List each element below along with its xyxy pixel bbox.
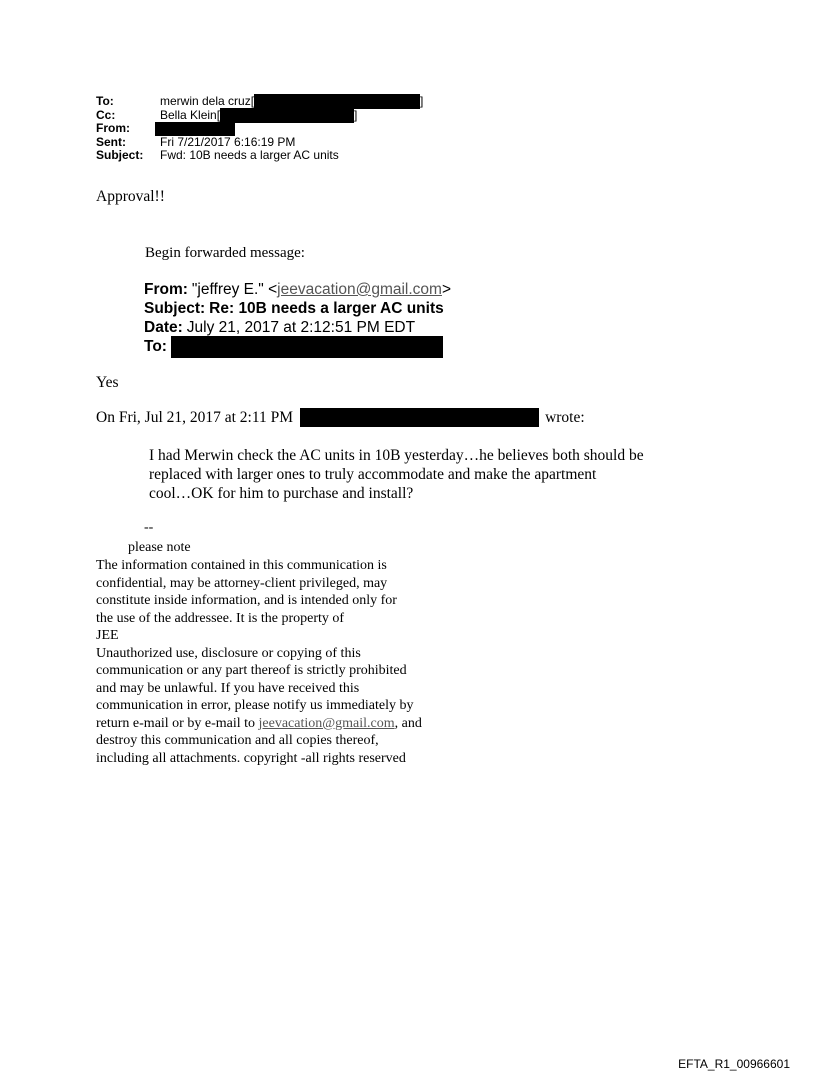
- forwarded-date-value: July 21, 2017 at 2:12:51 PM EDT: [186, 319, 416, 336]
- disclaimer-line: Unauthorized use, disclosure or copying of this: [96, 645, 361, 661]
- header-from-row: [96, 122, 423, 136]
- subject-value: Fwd: 10B needs a larger AC units: [160, 148, 339, 163]
- header-subject-row: [96, 149, 423, 163]
- to-value: merwin dela cruz[: [160, 94, 255, 108]
- disclaimer: [96, 557, 422, 767]
- quote-line: I had Merwin check the AC units in 10B yesterday…he believes both should be: [149, 447, 644, 464]
- forwarded-subject-value: Re: 10B needs a larger AC units: [209, 300, 444, 317]
- forwarded-date-row: [144, 318, 451, 337]
- forwarded-date-label: Date:: [144, 319, 183, 336]
- forwarded-from-close: >: [441, 281, 452, 298]
- disclaimer-line: The information contained in this communication is: [96, 558, 387, 573]
- redaction-box: [155, 122, 235, 136]
- header-to-row: [96, 95, 423, 109]
- cc-value: Bella Klein[: [160, 107, 221, 122]
- begin-forwarded-text: Begin forwarded message:: [145, 245, 305, 261]
- header-cc-row: [96, 109, 423, 123]
- cc-label: Cc:: [96, 107, 116, 122]
- disclaimer-line: destroy this communication and all copies thereof,: [96, 733, 379, 748]
- disclaimer-line: and may be unlawful. If you have received this: [96, 680, 360, 696]
- disclaimer-line: confidential, may be attorney-client privileged, may: [96, 575, 388, 591]
- cc-close-bracket: ]: [354, 107, 358, 122]
- quote-line: replaced with larger ones to truly accommodate and make the apartment: [149, 466, 597, 483]
- attribution-suffix: wrote:: [545, 408, 585, 426]
- forwarded-from-label: From:: [144, 281, 188, 298]
- subject-label: Subject:: [96, 148, 144, 163]
- redaction-box: [171, 336, 443, 358]
- to-close-bracket: ]: [420, 94, 424, 108]
- forwarded-from-name: "jeffrey E." <: [191, 281, 278, 298]
- from-label: From:: [96, 121, 130, 136]
- header-sent-row: [96, 136, 423, 150]
- sent-value: Fri 7/21/2017 6:16:19 PM: [160, 134, 296, 149]
- disclaimer-line: communication or any part thereof is strictly prohibited: [96, 663, 407, 678]
- disclaimer-line: JEE: [96, 628, 119, 643]
- reply-attribution-line: [96, 408, 585, 427]
- forwarded-from-email-link[interactable]: jeevacation@gmail.com: [277, 281, 442, 298]
- disclaimer-line: the use of the addressee. It is the property of: [96, 610, 345, 626]
- disclaimer-email-link[interactable]: jeevacation@gmail.com: [258, 715, 395, 731]
- disclaimer-line: including all attachments. copyright -all rights reserved: [96, 750, 406, 766]
- quote-line: cool…OK for him to purchase and install?: [149, 485, 414, 502]
- forwarded-from-row: [144, 280, 451, 299]
- redaction-box: [220, 108, 354, 123]
- forwarded-to-row: [144, 337, 451, 356]
- forwarded-to-label: To:: [144, 338, 167, 355]
- disclaimer-return-line: [96, 715, 422, 733]
- disclaimer-line: constitute inside information, and is intended only for: [96, 593, 397, 608]
- sent-label: Sent:: [96, 134, 126, 149]
- forwarded-subject-label: Subject:: [144, 300, 206, 317]
- to-label: To:: [96, 94, 114, 108]
- return-suffix: , and: [394, 715, 422, 731]
- quoted-message: [149, 446, 644, 503]
- email-header: [96, 95, 423, 163]
- forwarded-subject-row: [144, 299, 451, 318]
- signature-please-note: please note: [128, 540, 191, 555]
- return-prefix: return e-mail or by e-mail to: [96, 715, 259, 731]
- forwarded-header: [144, 280, 451, 356]
- reply-yes-text: Yes: [96, 374, 119, 391]
- disclaimer-line: communication in error, please notify us immediately by: [96, 698, 414, 713]
- signature-dashes: --: [144, 520, 154, 535]
- approval-text: Approval!!: [96, 188, 165, 205]
- redaction-box: [300, 408, 539, 427]
- attribution-prefix: On Fri, Jul 21, 2017 at 2:11 PM: [96, 408, 294, 426]
- document-id: EFTA_R1_00966601: [678, 1057, 790, 1071]
